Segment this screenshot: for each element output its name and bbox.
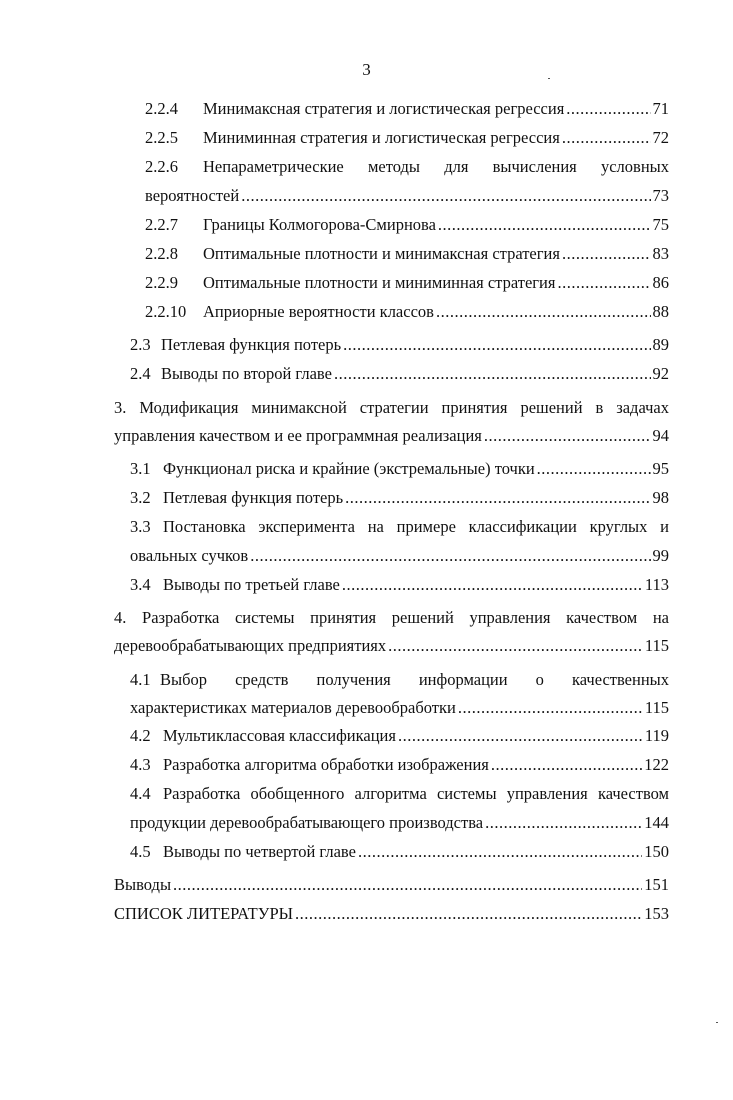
dot-leader xyxy=(342,573,643,597)
toc-entry-page: 71 xyxy=(652,99,669,118)
toc-entry-page: 115 xyxy=(644,636,669,655)
toc-entry-title: Оптимальные плотности и миниминная стратегия xyxy=(203,273,556,292)
toc-entry-title: Выводы по второй главе xyxy=(161,364,332,383)
toc-entry-4-4-cont xyxy=(0,811,733,835)
toc-entry-title-line2: продукции деревообрабатывающего производства xyxy=(130,813,484,832)
toc-entry-number: 2.2.8 xyxy=(145,244,178,263)
toc-entry-page: 89 xyxy=(652,335,669,354)
toc-entry-title-line1: Выбор средств получения информации о качественных xyxy=(160,670,669,689)
toc-entry-title: Миниминная стратегия и логистическая регрессия xyxy=(203,128,560,147)
toc-chapter-4 xyxy=(0,606,733,630)
dot-leader xyxy=(491,753,642,777)
dot-leader xyxy=(537,457,651,481)
toc-entry-2-2-4 xyxy=(0,97,733,121)
toc-entry-page: 94 xyxy=(652,426,669,445)
toc-entry-title: Априорные вероятности классов xyxy=(203,302,434,321)
toc-entry-page: 86 xyxy=(652,273,669,292)
dot-leader xyxy=(485,811,642,835)
toc-entry-title-line2: вероятностей xyxy=(145,186,240,205)
toc-entry-number: 4.4 xyxy=(130,784,151,803)
toc-entry-title: Минимаксная стратегия и логистическая регрессия xyxy=(203,99,565,118)
toc-entry-page: 144 xyxy=(644,813,669,832)
toc-entry-title-line1: Разработка обобщенного алгоритма системы управления качеством xyxy=(163,784,669,803)
toc-entry-2-4 xyxy=(0,362,733,386)
toc-entry-number: 3.2 xyxy=(130,488,151,507)
dot-leader xyxy=(334,362,651,386)
dot-leader xyxy=(398,724,643,748)
toc-entry-2-2-6 xyxy=(0,155,733,179)
toc-entry-3-3 xyxy=(0,515,733,539)
toc-entry-page: 151 xyxy=(644,875,669,894)
toc-entry-title-line1: Постановка эксперимента на примере классификации круглых и xyxy=(163,517,669,536)
toc-entry-title: Выводы по четвертой главе xyxy=(163,842,356,861)
toc-entry-title-line2: характеристиках материалов деревообработки xyxy=(130,698,456,717)
toc-entry-title: Выводы по третьей главе xyxy=(163,575,340,594)
toc-entry-2-3 xyxy=(0,333,733,357)
toc-chapter-title-line1: 3. Модификация минимаксной стратегии принятия решений в задачах xyxy=(114,398,669,417)
toc-entry-2-2-9 xyxy=(0,271,733,295)
dot-leader xyxy=(557,271,650,295)
toc-entry-page: 113 xyxy=(644,575,669,594)
toc-entry-title: Петлевая функция потерь xyxy=(161,335,342,354)
toc-entry-2-2-6-cont xyxy=(0,184,733,208)
toc-chapter-3 xyxy=(0,396,733,420)
toc-entry-page: 150 xyxy=(644,842,669,861)
toc-entry-3-4 xyxy=(0,573,733,597)
toc-entry-page: 92 xyxy=(652,364,669,383)
toc-entry-page: 122 xyxy=(644,755,669,774)
toc-entry-page: 72 xyxy=(652,128,669,147)
toc-entry-title-line1: Непараметрические методы для вычисления условных xyxy=(203,157,669,176)
toc-entry-page: 153 xyxy=(644,904,669,923)
toc-chapter-title-line2: деревообрабатывающих предприятиях xyxy=(114,636,387,655)
toc-entry-number: 2.4 xyxy=(130,364,151,383)
toc-entry-4-5 xyxy=(0,840,733,864)
toc-entry-number: 4.3 xyxy=(130,755,151,774)
toc-entry-3-1 xyxy=(0,457,733,481)
toc-entry-page: 73 xyxy=(652,186,669,205)
toc-entry-4-3 xyxy=(0,753,733,777)
scan-speck xyxy=(716,1022,718,1023)
toc-entry-title: Разработка алгоритма обработки изображения xyxy=(163,755,489,774)
toc-entry-3-2 xyxy=(0,486,733,510)
dot-leader xyxy=(173,873,642,897)
toc-entry-4-4 xyxy=(0,782,733,806)
dot-leader xyxy=(484,424,651,448)
toc-entry-number: 2.2.4 xyxy=(145,99,178,118)
dot-leader xyxy=(562,242,651,266)
dot-leader xyxy=(436,300,651,324)
toc-chapter-4-cont xyxy=(0,634,733,658)
dot-leader xyxy=(358,840,642,864)
toc-entry-title: Петлевая функция потерь xyxy=(163,488,344,507)
toc-entry-3-3-cont xyxy=(0,544,733,568)
toc-entry-number: 4.2 xyxy=(130,726,151,745)
toc-entry-4-1 xyxy=(0,668,733,692)
dot-leader xyxy=(458,696,643,720)
toc-entry-4-1-cont xyxy=(0,696,733,720)
toc-entry-number: 3.4 xyxy=(130,575,151,594)
dot-leader xyxy=(343,333,650,357)
toc-entry-page: 115 xyxy=(644,698,669,717)
toc-entry-title: СПИСОК ЛИТЕРАТУРЫ xyxy=(114,904,294,923)
dot-leader xyxy=(241,184,650,208)
toc-entry-number: 3.1 xyxy=(130,459,151,478)
toc-entry-title: Мультиклассовая классификация xyxy=(163,726,396,745)
toc-entry-number: 2.2.5 xyxy=(145,128,178,147)
toc-entry-page: 119 xyxy=(644,726,669,745)
dot-leader xyxy=(566,97,650,121)
page-number: 3 xyxy=(362,60,371,79)
toc-entry-2-2-10 xyxy=(0,300,733,324)
toc-entry-2-2-7 xyxy=(0,213,733,237)
toc-entry-2-2-8 xyxy=(0,242,733,266)
toc-entry-title: Функционал риска и крайние (экстремальные) точки xyxy=(163,459,535,478)
toc-entry-number: 2.2.10 xyxy=(145,302,187,321)
toc-entry-page: 98 xyxy=(652,488,669,507)
toc-entry-4-2 xyxy=(0,724,733,748)
toc-entry-title: Оптимальные плотности и минимаксная стратегия xyxy=(203,244,560,263)
toc-entry-page: 75 xyxy=(652,215,669,234)
toc-entry-number: 2.2.7 xyxy=(145,215,178,234)
toc-entry-number: 4.1 xyxy=(130,670,151,689)
toc-entry-page: 99 xyxy=(652,546,669,565)
toc-entry-references xyxy=(0,902,733,926)
dot-leader xyxy=(345,486,650,510)
scan-speck xyxy=(548,78,550,79)
toc-chapter-title-line2: управления качеством и ее программная реализация xyxy=(114,426,482,445)
toc-entry-2-2-5 xyxy=(0,126,733,150)
toc-entry-number: 2.3 xyxy=(130,335,151,354)
toc-entry-title: Границы Колмогорова-Смирнова xyxy=(203,215,436,234)
toc-entry-conclusions xyxy=(0,873,733,897)
toc-entry-number: 3.3 xyxy=(130,517,151,536)
dot-leader xyxy=(562,126,651,150)
toc-chapter-3-cont xyxy=(0,424,733,448)
toc-entry-page: 88 xyxy=(652,302,669,321)
toc-chapter-title-line1: 4. Разработка системы принятия решений управления качеством на xyxy=(114,608,669,627)
dot-leader xyxy=(438,213,651,237)
toc-entry-number: 2.2.9 xyxy=(145,273,178,292)
toc-entry-title: Выводы xyxy=(114,875,172,894)
dot-leader xyxy=(295,902,642,926)
toc-entry-number: 2.2.6 xyxy=(145,157,178,176)
toc-entry-title-line2: овальных сучков xyxy=(130,546,249,565)
toc-entry-page: 83 xyxy=(652,244,669,263)
toc-entry-page: 95 xyxy=(652,459,669,478)
toc-entry-number: 4.5 xyxy=(130,842,151,861)
dot-leader xyxy=(250,544,650,568)
dot-leader xyxy=(388,634,643,658)
